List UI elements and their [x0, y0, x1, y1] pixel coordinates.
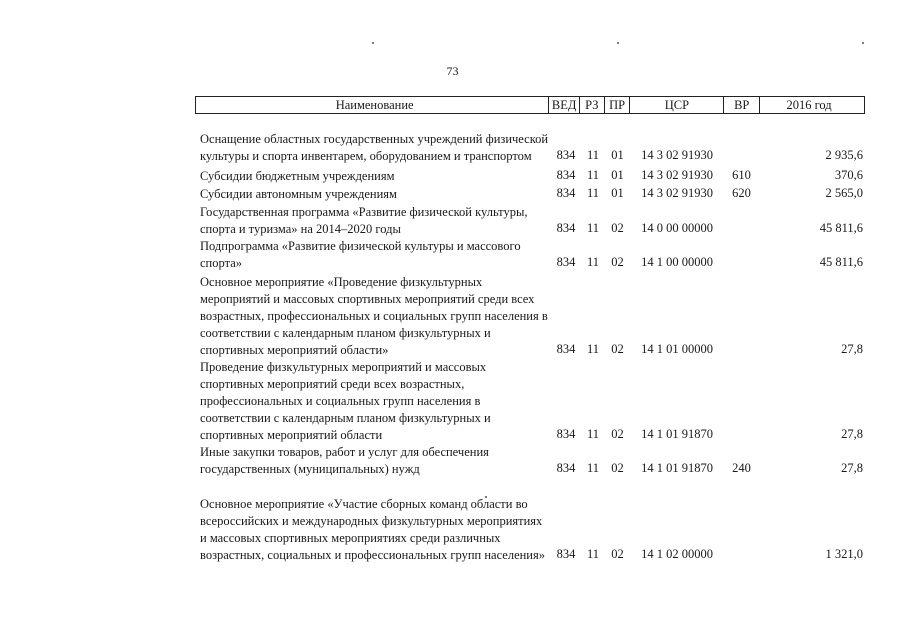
table-row: [195, 185, 865, 203]
header-csr: ЦСР: [629, 97, 723, 113]
row-ved: 834: [556, 461, 576, 475]
header-name: Наименование: [335, 98, 414, 112]
row-pr: 02: [611, 221, 624, 235]
row-name: Основное мероприятие «Участие сборных команд области во всероссийских и международных физкультурных мероприятиях и массовых спортивных мероприятиях среди различных возрастных, социальных и профессиональных групп населения»: [200, 497, 546, 562]
row-vr: [724, 237, 759, 238]
table-row: [195, 478, 865, 564]
row-csr: 14 3 02 91930: [641, 186, 713, 200]
row-sum: 27,8: [841, 461, 863, 475]
page-number: 73: [446, 64, 459, 78]
row-vr: 620: [732, 186, 751, 200]
row-vr: 240: [732, 461, 751, 475]
row-pr: 02: [611, 547, 624, 561]
row-ved: 834: [556, 255, 576, 269]
row-sum: 2 935,6: [825, 148, 863, 162]
scan-speck: [862, 42, 864, 44]
row-csr: 14 1 01 91870: [641, 427, 713, 441]
row-rz: 11: [586, 221, 600, 235]
row-name: Оснащение областных государственных учреждений физической культуры и спорта инвентарем, оборудованием и транспортом: [200, 132, 549, 163]
row-name: Иные закупки товаров, работ и услуг для обеспечения государственных (муниципальных) нужд: [200, 445, 489, 476]
row-ved: 834: [556, 168, 576, 182]
row-rz: 11: [586, 168, 600, 182]
row-name: Подпрограмма «Развитие физической культуры и массового спорта»: [200, 239, 521, 270]
row-vr: [724, 443, 759, 444]
row-ved: 834: [556, 186, 576, 200]
row-vr: [724, 271, 759, 272]
row-pr: 02: [611, 461, 624, 475]
row-rz: 11: [586, 461, 600, 475]
row-ved: 834: [556, 148, 576, 162]
table-row: [195, 272, 865, 359]
row-name: Государственная программа «Развитие физической культуры, спорта и туризма» на 2014–2020 годы: [200, 205, 528, 236]
table-row: [195, 114, 865, 165]
table-row: [195, 165, 865, 185]
row-pr: 01: [611, 186, 624, 200]
row-sum: 27,8: [841, 342, 863, 356]
row-rz: 11: [586, 186, 600, 200]
row-pr: 02: [611, 427, 624, 441]
row-sum: 370,6: [834, 168, 863, 182]
table-row: [195, 238, 865, 272]
row-sum: 2 565,0: [825, 186, 863, 200]
row-rz: 11: [586, 148, 600, 162]
table-row: [195, 203, 865, 238]
table-row: [195, 444, 865, 478]
row-vr: [724, 164, 759, 165]
row-ved: 834: [556, 221, 576, 235]
table-row: [195, 359, 865, 444]
row-ved: 834: [556, 342, 576, 356]
header-rz: РЗ: [579, 97, 604, 113]
row-csr: 14 1 01 91870: [641, 461, 713, 475]
row-name: Субсидии автономным учреждениям: [200, 187, 397, 201]
row-csr: 14 0 00 00000: [641, 221, 713, 235]
row-pr: 01: [611, 168, 624, 182]
header-ved: ВЕД: [548, 97, 579, 113]
table-header: [195, 96, 865, 114]
row-csr: 14 3 02 91930: [641, 168, 713, 182]
scan-speck: [372, 42, 374, 44]
row-vr: [724, 358, 759, 359]
row-sum: 45 811,6: [819, 255, 863, 269]
header-vr: ВР: [723, 97, 759, 113]
row-rz: 11: [586, 427, 600, 441]
header-pr: ПР: [604, 97, 630, 113]
row-sum: 1 321,0: [825, 547, 863, 561]
row-pr: 02: [611, 342, 624, 356]
row-csr: 14 3 02 91930: [641, 148, 713, 162]
row-csr: 14 1 02 00000: [641, 547, 713, 561]
scan-speck: [617, 42, 619, 44]
row-ved: 834: [556, 427, 576, 441]
header-sum: 2016 год: [759, 97, 864, 113]
row-ved: 834: [556, 547, 576, 561]
budget-table: [195, 96, 865, 564]
row-rz: 11: [586, 547, 600, 561]
row-vr: 610: [732, 168, 751, 182]
row-pr: 02: [611, 255, 624, 269]
row-csr: 14 1 01 00000: [641, 342, 713, 356]
row-csr: 14 1 00 00000: [641, 255, 713, 269]
row-pr: 01: [611, 148, 624, 162]
row-vr: [724, 563, 759, 564]
row-name: Проведение физкультурных мероприятий и массовых спортивных мероприятий среди всех возрастных, профессиональных и социальных групп населения в соответствии с календарным планом физкультурных и спортивных мероприятий области: [200, 360, 491, 442]
row-sum: 27,8: [841, 427, 863, 441]
row-sum: 45 811,6: [819, 221, 863, 235]
row-name: Основное мероприятие «Проведение физкультурных мероприятий и массовых спортивных мероприятий среди всех возрастных, профессиональных и социальных групп населения в соответствии с календарным планом физкультурных и спортивных мероприятий области»: [200, 275, 548, 357]
row-rz: 11: [586, 342, 600, 356]
row-rz: 11: [586, 255, 600, 269]
row-name: Субсидии бюджетным учреждениям: [200, 169, 395, 183]
